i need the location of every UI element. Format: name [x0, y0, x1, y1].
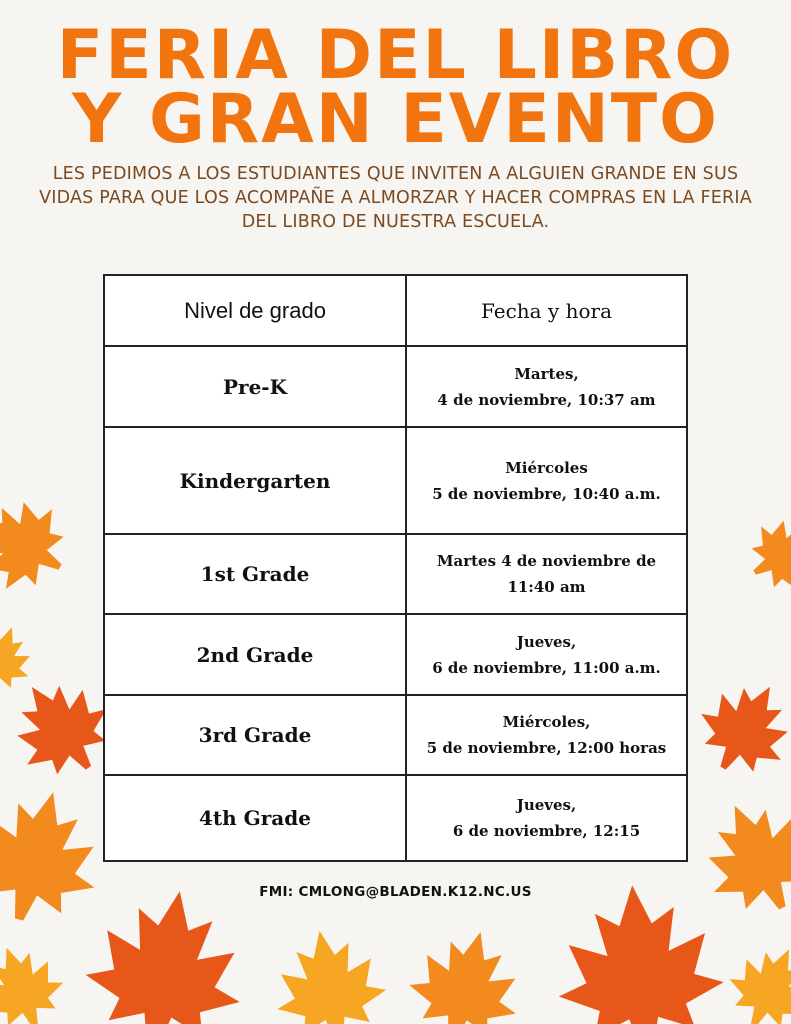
date-cell: [406, 614, 687, 695]
schedule-table: [103, 274, 688, 862]
grade-cell: 1st Grade: [104, 534, 406, 614]
date-cell: [406, 695, 687, 775]
table-header-row: [104, 275, 687, 346]
date-line-2: 4 de noviembre, 10:37 am: [437, 390, 656, 409]
table-row: [104, 775, 687, 861]
maple-leaf-icon: [0, 934, 74, 1024]
table-row: [104, 346, 687, 427]
date-line-2: 5 de noviembre, 12:00 horas: [426, 739, 667, 757]
invitation-text: [30, 162, 761, 234]
date-cell: [406, 427, 687, 534]
maple-leaf-icon: [683, 664, 791, 791]
maple-leaf-icon: [716, 932, 791, 1024]
date-line-2: 6 de noviembre, 11:00 a.m.: [432, 658, 661, 677]
date-line-2: 6 de noviembre, 12:15: [452, 822, 641, 840]
maple-leaf-icon: [398, 918, 534, 1024]
grade-cell: 3rd Grade: [104, 695, 406, 775]
grade-cell: Kindergarten: [104, 427, 406, 534]
date-line-1: Jueves,: [516, 796, 577, 814]
date-line-2: 11:40 am: [507, 578, 586, 596]
grade-cell: 2nd Grade: [104, 614, 406, 695]
date-cell: [406, 534, 687, 614]
maple-leaf-icon: [550, 878, 730, 1024]
invitation-text-line-3: DEL LIBRO DE NUESTRA ESCUELA.: [241, 212, 550, 232]
table-row: [104, 695, 687, 775]
grade-cell: 4th Grade: [104, 775, 406, 861]
date-cell: [406, 346, 687, 427]
header-grade-level: Nivel de grado: [104, 275, 406, 346]
date-line-1: Miércoles: [505, 458, 588, 477]
date-line-2: 5 de noviembre, 10:40 a.m.: [432, 484, 661, 503]
maple-leaf-icon: [0, 776, 115, 936]
table-row: [104, 614, 687, 695]
contact-email: FMI: CMLONG@BLADEN.K12.NC.US: [259, 884, 532, 900]
table-row: [104, 534, 687, 614]
page-title-line-2: Y GRAN EVENTO: [72, 80, 719, 159]
maple-leaf-icon: [685, 782, 791, 931]
page-title-line-1: FERIA DEL LIBRO: [56, 16, 735, 95]
maple-leaf-icon: [736, 503, 791, 604]
grade-cell: Pre-K: [104, 346, 406, 427]
date-cell: [406, 775, 687, 861]
invitation-text-line-1: LES PEDIMOS A LOS ESTUDIANTES QUE INVITEN A ALGUIEN GRANDE EN SUS: [52, 164, 739, 184]
header-date-time: Fecha y hora: [406, 275, 687, 346]
maple-leaf-icon: [0, 480, 83, 607]
date-line-1: Miércoles,: [502, 713, 591, 731]
table-row: [104, 427, 687, 534]
date-line-1: Martes 4 de noviembre de: [436, 552, 657, 570]
maple-leaf-icon: [265, 921, 393, 1024]
date-line-1: Jueves,: [516, 632, 577, 651]
invitation-text-line-2: VIDAS PARA QUE LOS ACOMPAÑE A ALMORZAR Y HACER COMPRAS EN LA FERIA: [39, 188, 752, 208]
maple-leaf-icon: [0, 616, 42, 700]
date-line-1: Martes,: [514, 364, 579, 383]
